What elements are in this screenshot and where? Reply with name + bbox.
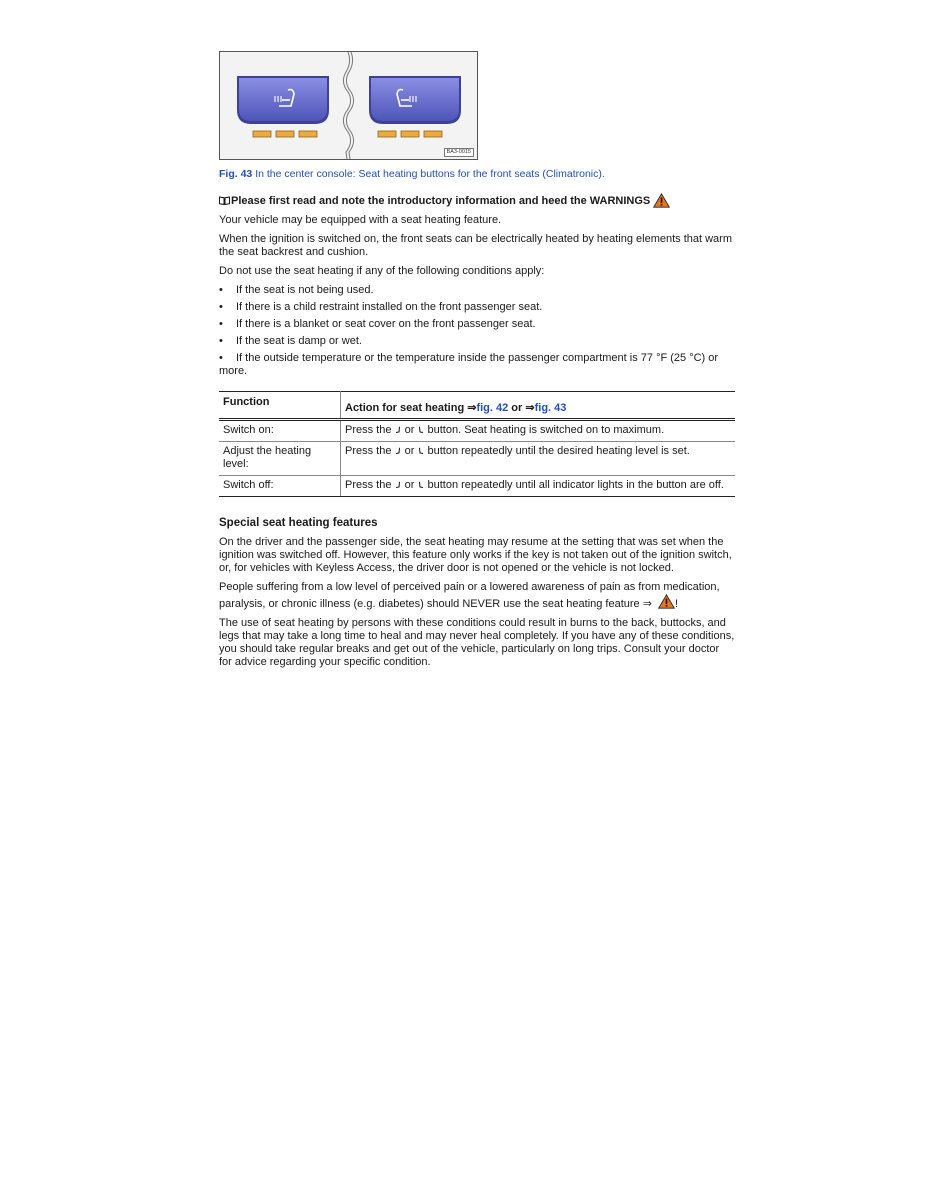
table-row xyxy=(219,442,735,476)
passenger-seat-heating-button xyxy=(369,76,461,124)
list-item: • If there is a blanket or seat cover on the front passenger seat. xyxy=(219,318,536,330)
special-paragraph-1: On the driver and the passenger side, the seat heating may resume at the setting that was set when the ignition was switched off. However, this feature only works if the key is not taken out of the ignition switch, or, for vehicles with Keyless Access, the driver door is not opened or the vehicle is not locked. xyxy=(219,536,732,574)
list-item: • If there is a child restraint installed on the front passenger seat. xyxy=(219,301,543,313)
table-cell-action: Press the or button. Seat heating is switched on to maximum. xyxy=(341,420,736,442)
seat-heating-figure xyxy=(219,51,478,160)
table-header-function: Function xyxy=(219,392,341,420)
list-item: • If the outside temperature or the temperature inside the passenger compartment is 77 °F (25 °C) or more. xyxy=(219,352,719,377)
table-cell-function: Switch on: xyxy=(219,420,341,442)
right-indicator-lights xyxy=(378,131,442,137)
table-cell-function: Adjust the heating level: xyxy=(219,442,341,476)
book-icon xyxy=(219,196,230,205)
seat-heating-function-table xyxy=(219,391,735,497)
fig-43-link[interactable]: fig. 43 xyxy=(534,402,567,414)
table-cell-function: Switch off: xyxy=(219,476,341,497)
intro-paragraph-1: Your vehicle may be equipped with a seat heating feature. xyxy=(219,214,502,226)
warning-triangle-icon[interactable] xyxy=(658,594,675,609)
table-header-action: Action for seat heating ⇒fig. 42 or ⇒fig. 43 xyxy=(341,392,736,420)
figure-label: Fig. 43 xyxy=(219,168,253,180)
passenger-seat-icon xyxy=(417,447,424,455)
document-page xyxy=(219,51,735,669)
driver-seat-icon xyxy=(395,426,402,434)
special-features-heading: Special seat heating features xyxy=(219,517,378,529)
table-row xyxy=(219,420,735,442)
passenger-seat-icon xyxy=(417,426,424,434)
conditions-list xyxy=(219,284,735,378)
list-item: • If the seat is not being used. xyxy=(219,284,374,296)
warning-heading-text: Please first read and note the introductory information and heed the WARNINGS xyxy=(231,194,651,207)
table-cell-action: Press the or button repeatedly until the desired heating level is set. xyxy=(341,442,736,476)
seat-heating-buttons-illustration xyxy=(220,52,477,159)
figure-caption xyxy=(219,168,735,181)
intro-paragraph-2: When the ignition is switched on, the front seats can be electrically heated by heating elements that warm the seat backrest and cushion. xyxy=(219,233,733,258)
table-cell-action: Press the or button repeatedly until all indicator lights in the button are off. xyxy=(341,476,736,497)
special-paragraph-3: The use of seat heating by persons with these conditions could result in burns to the back, buttocks, and legs that may take a long time to heal and may never heal completely. If you have any of these conditions, you should take regular breaks and get out of the vehicle, particularly on long trips. Consult your doctor for advice regarding your specific condition. xyxy=(219,617,735,668)
driver-seat-icon xyxy=(395,481,402,489)
intro-paragraph-3: Do not use the seat heating if any of the following conditions apply: xyxy=(219,265,545,277)
list-item: • If the seat is damp or wet. xyxy=(219,335,362,347)
warning-heading xyxy=(219,193,735,208)
left-indicator-lights xyxy=(253,131,317,137)
table-row xyxy=(219,476,735,497)
figure-caption-text: In the center console: Seat heating buttons for the front seats (Climatronic). xyxy=(255,168,605,180)
driver-seat-icon xyxy=(395,447,402,455)
special-paragraph-2: People suffering from a low level of perceived pain or a lowered awareness of pain as from medication, paralysis, or chronic illness (e.g. diabetes) should NEVER use the seat heating feature ⇒ ! xyxy=(219,581,720,610)
fig-42-link[interactable]: fig. 42 xyxy=(476,402,509,414)
figure-code: BA3-0015 xyxy=(444,148,474,157)
warning-triangle-icon[interactable] xyxy=(653,193,670,208)
passenger-seat-icon xyxy=(417,481,424,489)
